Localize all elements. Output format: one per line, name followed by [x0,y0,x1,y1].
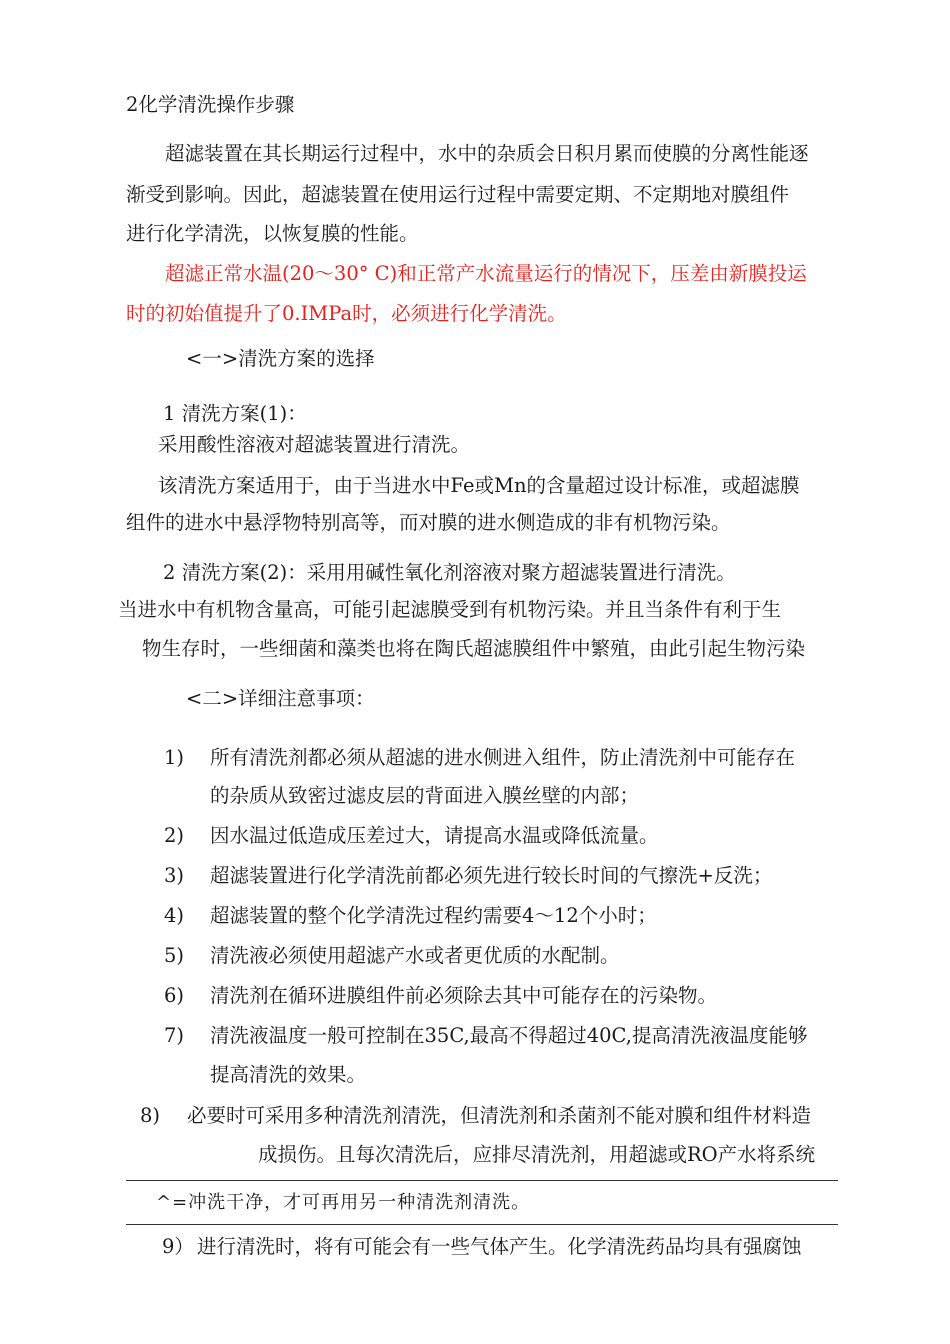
list-item-text-cont: 提高清洗的效果。 [210,1063,367,1086]
list-item-text: 清洗剂在循环进膜组件前必须除去其中可能存在的污染物。 [210,984,718,1007]
list-item-number: 2) [164,824,185,847]
list-item-number: 3) [164,864,185,887]
section-title: 2化学清洗操作步骤 [126,93,295,116]
list-item-number: 9） [162,1235,194,1258]
list-item-text-cont: ^=冲洗干净，才可再用另一种清洗剂清洗。 [156,1192,531,1213]
list-item-number: 4) [164,904,185,927]
list-item-number: 6) [164,984,185,1007]
list-item-number: 8) [140,1104,161,1127]
list-item-text: 超滤装置的整个化学清洗过程约需要4〜12个小时； [210,904,657,927]
plan1-desc-line-1: 该清洗方案适用于，由于当进水中Fe或Mn的含量超过设计标准，或超滤膜 [158,474,800,497]
list-item-text: 清洗液温度一般可控制在35C,最高不得超过40C,提高清洗液温度能够 [210,1024,808,1047]
intro-line-1: 超滤装置在其长期运行过程中，水中的杂质会日积月累而使膜的分离性能逐 [165,142,809,165]
plan1-title: 1 清洗方案(1)： [163,402,307,425]
plan1-desc-line-2: 组件的进水中悬浮物特别高等，而对膜的进水侧造成的非有机物污染。 [126,511,731,534]
warning-line-2: 时的初始值提升了0.IMPa时，必须进行化学清洗。 [126,302,567,325]
divider-top [126,1180,838,1181]
warning-line-1: 超滤正常水温(20〜30° C)和正常产水流量运行的情况下，压差由新膜投运 [165,262,807,285]
list-item-text: 所有清洗剂都必须从超滤的进水侧进入组件，防止清洗剂中可能存在 [210,746,796,769]
intro-line-2: 渐受到影响。因此，超滤装置在使用运行过程中需要定期、不定期地对膜组件 [126,183,790,206]
list-item-text: 进行清洗时，将有可能会有一些气体产生。化学清洗药品均具有强腐蚀 [197,1235,802,1258]
list-item-text: 超滤装置进行化学清洗前都必须先进行较长时间的气擦洗+反洗； [210,864,773,887]
plan2-desc-line-1: 当进水中有机物含量高，可能引起滤膜受到有机物污染。并且当条件有利于生 [118,598,782,621]
plan2-title: 2 清洗方案(2)：采用用碱性氧化剂溶液对聚方超滤装置进行清洗。 [163,561,736,584]
list-item-text: 必要时可采用多种清洗剂清洗，但清洗剂和杀菌剂不能对膜和组件材料造 [187,1104,812,1127]
list-item-number: 5) [164,944,185,967]
list-item-number: 1) [164,746,185,769]
divider-bottom [126,1224,838,1225]
list-item-text: 因水温过低造成压差过大，请提高水温或降低流量。 [210,824,659,847]
list-item-text: 清洗液必须使用超滤产水或者更优质的水配制。 [210,944,620,967]
plan2-desc-line-2: 物生存时，一些细菌和藻类也将在陶氏超滤膜组件中繁殖，由此引起生物污染 [142,637,806,660]
heading-notes: <二>详细注意事项： [186,687,375,710]
intro-line-3: 进行化学清洗，以恢复膜的性能。 [126,222,419,245]
list-item-number: 7) [164,1024,185,1047]
list-item-text-cont: 成损伤。且每次清洗后，应排尽清洗剂，用超滤或RO产水将系统 [258,1143,816,1166]
heading-plan-selection: <一>清洗方案的选择 [186,347,375,370]
list-item-text-cont: 的杂质从致密过滤皮层的背面进入膜丝壁的内部； [210,784,640,807]
plan1-method: 采用酸性溶液对超滤装置进行清洗。 [158,433,471,456]
